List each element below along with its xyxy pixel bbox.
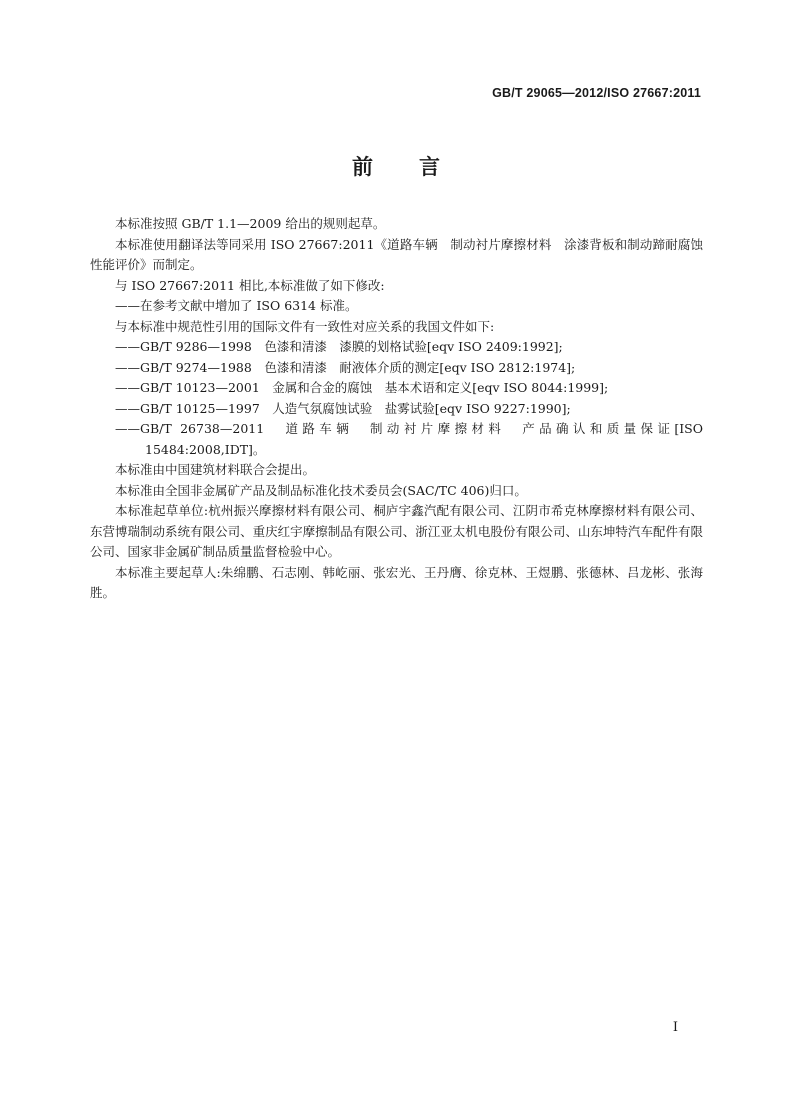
title-char-2: 言 (419, 155, 440, 179)
page-title (0, 151, 792, 181)
standard-number: GB/T 29065—2012/ISO 27667:2011 (492, 86, 701, 100)
reference-item: ——GB/T 10123—2001 金属和合金的腐蚀 基本术语和定义[eqv ISO 8044:1999]; (115, 380, 609, 395)
paragraph-modifications: 与 ISO 27667:2011 相比,本标准做了如下修改: (115, 277, 385, 293)
page-number: I (672, 1020, 678, 1035)
reference-item: ——GB/T 10125—1997 人造气氛腐蚀试验 盐雾试验[eqv ISO 9227:1990]; (115, 400, 571, 416)
reference-item: ——GB/T 26738—2011 道路车辆 制动衬片摩擦材料 产品确认和质量保证[ISO 15484:2008,IDT]。 (115, 421, 703, 457)
modification-item: ——在参考文献中增加了 ISO 6314 标准。 (115, 298, 358, 313)
title-char-1: 前 (352, 155, 373, 179)
paragraph-drafting-rules: 本标准按照 GB/T 1.1—2009 给出的规则起草。 (115, 216, 386, 231)
paragraph-drafters: 本标准主要起草人:朱绵鹏、石志刚、韩屹丽、张宏光、王丹膺、徐克林、王煜鹏、张德林、吕龙彬、张海胜。 (90, 564, 703, 600)
paragraph-adoption: 本标准使用翻译法等同采用 ISO 27667:2011《道路车辆 制动衬片摩擦材料 涂漆背板和制动蹄耐腐蚀性能评价》而制定。 (90, 236, 703, 272)
paragraph-corresponding-docs: 与本标准中规范性引用的国际文件有一致性对应关系的我国文件如下: (115, 318, 495, 334)
paragraph-drafting-units: 本标准起草单位:杭州振兴摩擦材料有限公司、桐庐宇鑫汽配有限公司、江阴市希克林摩擦材料有限公司、东营博瑞制动系统有限公司、重庆红宇摩擦制品有限公司、浙江亚太机电股份有限公司、山东坤特汽车配件有限公司、国家非金属矿制品质量监督检验中心。 (90, 503, 703, 559)
paragraph-centralized: 本标准由全国非金属矿产品及制品标准化技术委员会(SAC/TC 406)归口。 (115, 482, 527, 498)
paragraph-proposer: 本标准由中国建筑材料联合会提出。 (115, 462, 316, 477)
reference-item: ——GB/T 9274—1988 色漆和清漆 耐液体介质的测定[eqv ISO 2812:1974]; (115, 359, 576, 375)
foreword-body (90, 214, 703, 604)
reference-item: ——GB/T 9286—1998 色漆和清漆 漆膜的划格试验[eqv ISO 2409:1992]; (115, 339, 563, 354)
